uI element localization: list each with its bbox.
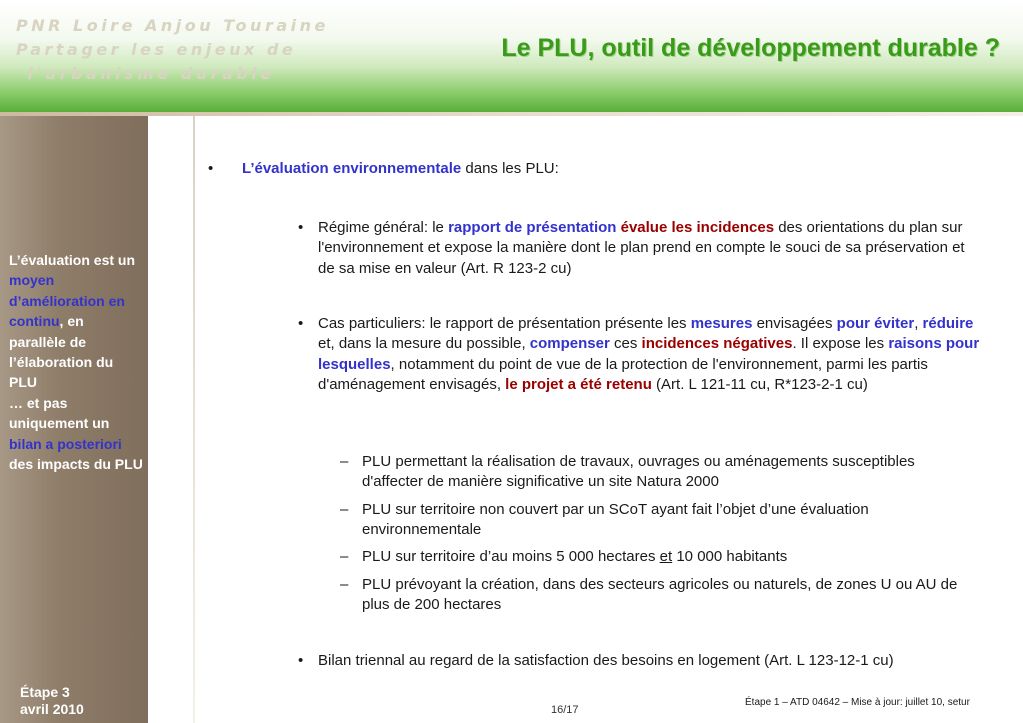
step-line-1: Étape 3 bbox=[20, 684, 70, 700]
sub-item-underlined: et bbox=[659, 548, 673, 565]
slide-title: Le PLU, outil de développement durable ? bbox=[501, 34, 1000, 62]
header-divider bbox=[0, 112, 1023, 116]
sidebar-note bbox=[9, 250, 143, 474]
bullet-highlight: rapport de présentation bbox=[448, 219, 617, 236]
bullet-marker: • bbox=[208, 160, 214, 177]
bullet-highlight: raisons pour lesquelles bbox=[318, 335, 980, 373]
sidebar-note-text: … et pas uniquement un bbox=[9, 394, 110, 432]
sub-item-text: 10 000 habitants bbox=[672, 548, 788, 565]
brand-title bbox=[16, 14, 329, 86]
bullet-highlight: réduire bbox=[922, 315, 974, 332]
brand-line-1: PNR Loire Anjou Touraine bbox=[16, 16, 329, 35]
bullet-text: et, dans la mesure du possible, bbox=[318, 335, 530, 353]
bullet-highlight: pour éviter bbox=[836, 315, 915, 332]
sidebar-divider bbox=[193, 116, 195, 723]
sidebar-note-highlight: moyen d’amélioration en continu bbox=[9, 272, 125, 330]
step-label bbox=[20, 684, 84, 718]
bullet-highlight: mesures bbox=[690, 315, 753, 332]
sub-item-new-zones bbox=[340, 575, 962, 616]
sub-item-text: PLU sur territoire d’au moins 5 000 hectares bbox=[362, 548, 660, 565]
bullet-highlight: incidences négatives bbox=[641, 335, 793, 353]
sub-item-scot bbox=[340, 500, 962, 541]
bullet-highlight: compenser bbox=[529, 335, 610, 353]
sub-item-text: PLU sur territoire non couvert par un SCoT ayant fait l’objet d’une évaluation environnementale bbox=[362, 501, 869, 539]
sub-item-natura-2000 bbox=[340, 452, 962, 493]
page-number: 16/17 bbox=[551, 704, 579, 716]
bullet-text: Régime général: le bbox=[318, 219, 449, 236]
bullet-text: Cas particuliers: le rapport de présentation présente les bbox=[318, 315, 691, 332]
bullet-text: , bbox=[914, 315, 923, 332]
bullet-item-triennial-report bbox=[298, 651, 984, 671]
bullet-text: Bilan triennal au regard de la satisfaction des besoins en logement (Art. L 123-12-1 cu) bbox=[318, 652, 894, 669]
step-line-2: avril 2010 bbox=[20, 701, 84, 717]
dash-marker: – bbox=[340, 501, 349, 518]
bullet-highlight: évalue les incidences bbox=[620, 219, 775, 236]
dash-marker: – bbox=[340, 548, 349, 565]
bullet-text: envisagées bbox=[752, 315, 837, 332]
bullet-item-general-regime bbox=[298, 218, 984, 279]
bullet-marker: • bbox=[298, 315, 304, 332]
bullet-marker: • bbox=[298, 219, 304, 236]
bullet-text: , notamment du point de vue de la protection de l'environnement, parmi les partis d'aménagement envisagés, bbox=[318, 355, 928, 393]
bullet-marker: • bbox=[298, 652, 304, 669]
brand-line-3: l'urbanisme durable bbox=[27, 64, 275, 83]
dash-marker: – bbox=[340, 453, 349, 470]
intro-highlight: L’évaluation environnementale bbox=[242, 160, 462, 177]
bullet-text: (Art. L 121-11 cu, R*123-2-1 cu) bbox=[651, 375, 868, 393]
intro-bullet bbox=[208, 159, 982, 179]
sidebar-note-text: L’évaluation est un bbox=[9, 252, 136, 268]
brand-line-2: Partager les enjeux de bbox=[16, 40, 297, 59]
bullet-item-special-cases bbox=[298, 314, 984, 395]
bullet-text: ces bbox=[609, 335, 642, 353]
dash-marker: – bbox=[340, 576, 349, 593]
footer-reference: Étape 1 – ATD 04642 – Mise à jour: juillet 10, setur bbox=[745, 697, 970, 708]
sidebar-note-text: , en parallèle de l’élaboration du PLU bbox=[9, 313, 114, 391]
sub-item-text: PLU prévoyant la création, dans des secteurs agricoles ou naturels, de zones U ou AU de plus de 200 hectares bbox=[362, 576, 958, 614]
sub-item-text: PLU permettant la réalisation de travaux, ouvrages ou aménagements susceptibles d'affecter de manière significative un site Natura 2000 bbox=[362, 453, 915, 491]
bullet-highlight: le projet a été retenu bbox=[505, 375, 652, 393]
sidebar-note-highlight: bilan a posteriori bbox=[9, 435, 122, 452]
sidebar-note-text: des impacts du PLU bbox=[9, 456, 143, 473]
bullet-text: des orientations du plan sur l'environnement et expose la manière dont le plan prend en compte le souci de sa préservation et de sa mise en valeur (Art. R 123-2 cu) bbox=[318, 219, 965, 277]
intro-text: dans les PLU: bbox=[461, 160, 559, 177]
bullet-text: . Il expose les bbox=[792, 335, 889, 353]
sub-item-territory-size bbox=[340, 547, 962, 567]
